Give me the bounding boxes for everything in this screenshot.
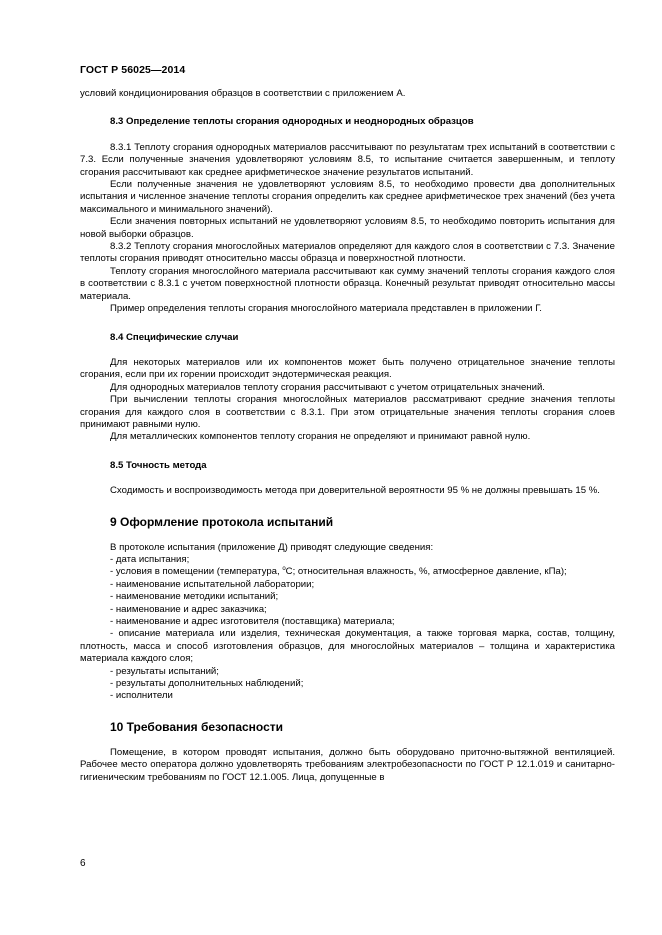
paragraph: Сходимость и воспроизводимость метода при доверительной вероятности 95 % не должны превышать 15 %. — [110, 485, 600, 497]
paragraph: Для металлических компонентов теплоту сгорания не определяют и принимают равной нулю. — [110, 431, 531, 443]
intro-paragraph: условий кондиционирования образцов в соответствии с приложением А. — [80, 88, 406, 99]
list-item: - наименование испытательной лаборатории; — [110, 578, 315, 590]
paragraph: При вычислении теплоты сгорания многослойных материалов рассматривают средние значения теплоты сгорания для каждого слоя в соответствии с 8.3.1. При этом отрицательные значения теплоты сгорания слоев принимают равными нулю. — [80, 394, 615, 430]
list-lead: В протоколе испытания (приложение Д) приводят следующие сведения: — [110, 541, 434, 553]
section-10-heading: 10 Требования безопасности — [110, 719, 284, 734]
paragraph: 8.3.1 Теплоту сгорания однородных материалов рассчитывают по результатам трех испытаний в соответствии с 7.3. Если полученные значения удовлетворяют условиям 8.5, то испытание считается завершенным, и теплоту сгорания рассчитывают как среднее арифметическое значение результатов испытаний. — [80, 141, 615, 178]
paragraph: Для однородных материалов теплоту сгорания рассчитывают с учетом отрицательных значений. — [110, 381, 545, 393]
section-8-4-heading: 8.4 Специфические случаи — [110, 331, 239, 343]
list-item: - описание материала или изделия, техническая документация, а также торговая марка, состав, толщину, плотность, масса и способ изготовления образцов, для многослойных материалов – толщина и характеристика материала каждого слоя; — [80, 628, 615, 665]
list-item: - результаты дополнительных наблюдений; — [110, 678, 304, 690]
list-item: - наименование и адрес заказчика; — [110, 603, 267, 615]
paragraph: Если полученные значения не удовлетворяют условиям 8.5, то необходимо провести два дополнительных испытания и численное значение теплоты сгорания определить как среднее арифметическое трех значений (без учета максимального и минимального значений). — [80, 179, 615, 215]
list-item: - результаты испытаний; — [110, 665, 219, 677]
paragraph: Помещение, в котором проводят испытания, должно быть оборудовано приточно-вытяжной вентиляцией. Рабочее место оператора должно удовлетворять требованиям электробезопасности по ГОСТ Р 12.1.019 и санитарно-гигиеническим требованиям по ГОСТ 12.1.005. Лица, допущенные в — [80, 746, 615, 783]
paragraph: Для некоторых материалов или их компонентов может быть получено отрицательное значение теплоты сгорания, если при их горении происходит эндотермическая реакция. — [80, 356, 615, 381]
paragraph: Теплоту сгорания многослойного материала рассчитывают как сумму значений теплоты сгорания каждого слоя в соответствии с 8.3.1 с учетом поверхностной плотности образца. Конечный результат приводят относительно массы материала. — [80, 265, 615, 302]
section-8-5-heading: 8.5 Точность метода — [110, 459, 207, 471]
list-item — [80, 566, 615, 578]
list-item: - наименование и адрес изготовителя (поставщика) материала; — [110, 616, 395, 627]
paragraph: 8.3.2 Теплоту сгорания многослойных материалов определяют для каждого слоя в соответствии с 7.3. Значение теплоты сгорания приводят относительно массы образца и поверхностной плотности. — [80, 241, 615, 265]
list-item: - дата испытания; — [110, 553, 190, 565]
document-code-header: ГОСТ Р 56025—2014 — [80, 64, 186, 76]
list-item-text: - условия в помещении (температура, — [110, 566, 283, 578]
list-item: - наименование методики испытаний; — [110, 591, 279, 603]
section-9-heading: 9 Оформление протокола испытаний — [110, 514, 334, 529]
list-item-text: С; относительная влажность, %, атмосферное давление, кПа); — [285, 566, 567, 578]
section-8-3-heading: 8.3 Определение теплоты сгорания однородных и неоднородных образцов — [110, 116, 474, 128]
document-body — [80, 88, 615, 784]
degree-mark: o — [282, 566, 286, 573]
paragraph: Если значения повторных испытаний не удовлетворяют условиям 8.5, то необходимо повторить испытания для новой выборки образцов. — [80, 216, 615, 240]
example-paragraph: Пример определения теплоты сгорания многослойного материала представлен в приложении Г. — [110, 303, 542, 315]
list-item: - исполнители — [110, 690, 173, 702]
page-number: 6 — [80, 858, 86, 869]
